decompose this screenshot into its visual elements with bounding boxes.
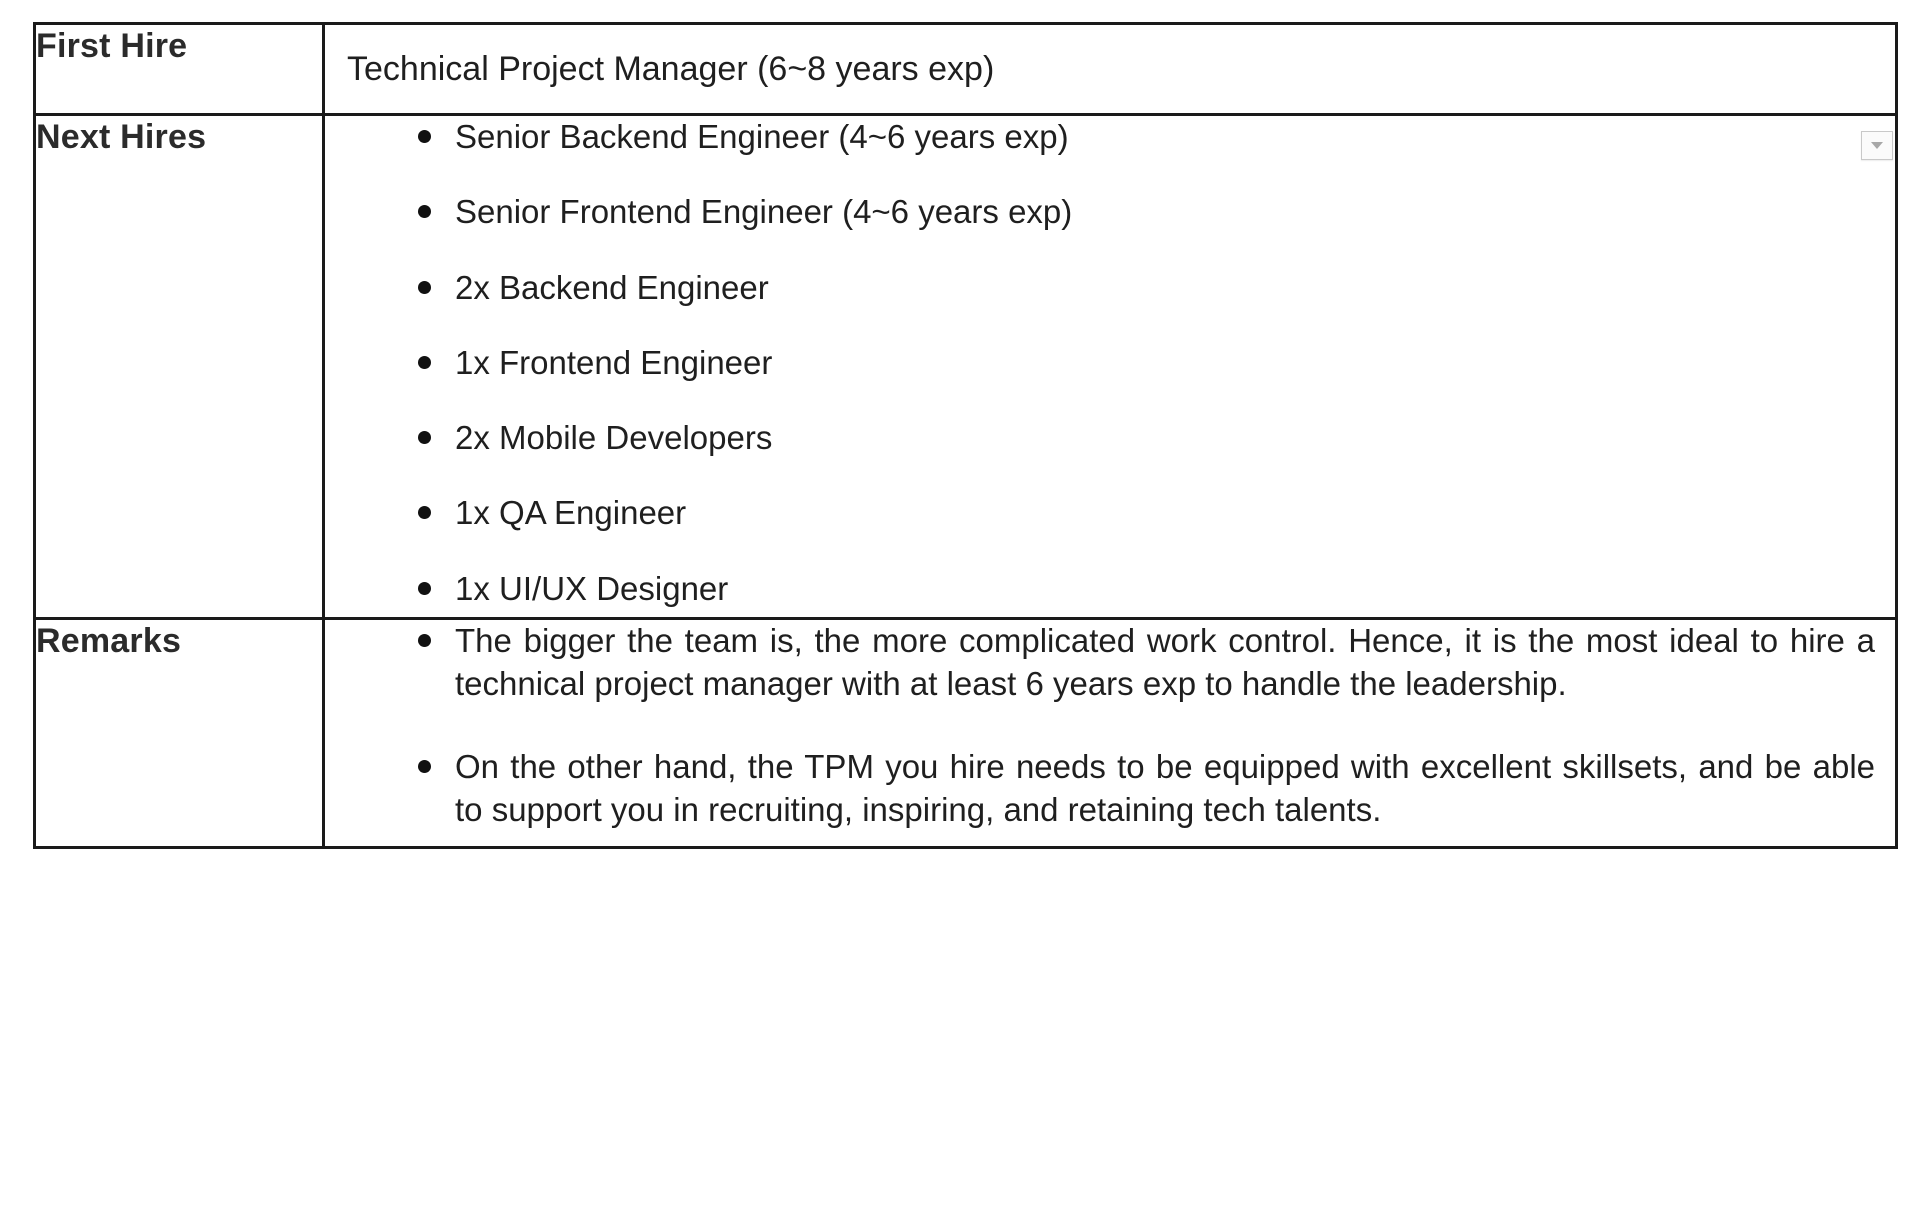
list-item-label: 1x UI/UX Designer bbox=[455, 569, 729, 607]
bullet-icon bbox=[418, 506, 431, 519]
next-hires-list bbox=[325, 116, 1895, 609]
list-item bbox=[325, 568, 1895, 609]
list-item bbox=[325, 417, 1895, 458]
list-item bbox=[325, 342, 1895, 383]
list-item-label: Senior Backend Engineer (4~6 years exp) bbox=[455, 118, 1069, 156]
bullet-icon bbox=[418, 431, 431, 444]
bullet-icon bbox=[418, 205, 431, 218]
row-content-next-hires bbox=[324, 115, 1897, 619]
bullet-icon bbox=[418, 356, 431, 369]
bullet-icon bbox=[418, 281, 431, 294]
table-row bbox=[35, 24, 1897, 115]
chevron-down-icon[interactable] bbox=[1861, 131, 1893, 160]
bullet-icon bbox=[418, 130, 431, 143]
bullet-icon bbox=[418, 634, 431, 647]
table-row bbox=[35, 115, 1897, 619]
row-label-remarks: Remarks bbox=[35, 618, 324, 847]
remarks-list bbox=[325, 620, 1895, 832]
list-item bbox=[325, 116, 1895, 157]
caret-shape bbox=[1871, 142, 1883, 149]
bullet-icon bbox=[418, 760, 431, 773]
list-item bbox=[325, 746, 1895, 832]
bullet-icon bbox=[418, 582, 431, 595]
list-item-label: 2x Mobile Developers bbox=[455, 419, 773, 457]
list-item-label: 2x Backend Engineer bbox=[455, 268, 769, 306]
row-label-first-hire: First Hire bbox=[35, 24, 324, 115]
list-item-label: 1x QA Engineer bbox=[455, 494, 687, 532]
list-item bbox=[325, 492, 1895, 533]
list-item-label: The bigger the team is, the more complicated work control. Hence, it is the most ideal to hire a technical project manager with at least 6 years exp to handle the leadership. bbox=[455, 621, 1875, 702]
row-label-next-hires: Next Hires bbox=[35, 115, 324, 619]
row-content-first-hire: Technical Project Manager (6~8 years exp) bbox=[324, 24, 1897, 115]
list-item bbox=[325, 267, 1895, 308]
list-item bbox=[325, 191, 1895, 232]
table-row bbox=[35, 618, 1897, 847]
list-item bbox=[325, 620, 1895, 706]
list-item-label: On the other hand, the TPM you hire needs to be equipped with excellent skillsets, and be able to support you in recruiting, inspiring, and retaining tech talents. bbox=[455, 747, 1875, 828]
row-content-remarks bbox=[324, 618, 1897, 847]
list-item-label: 1x Frontend Engineer bbox=[455, 343, 773, 381]
list-item-label: Senior Frontend Engineer (4~6 years exp) bbox=[455, 193, 1073, 231]
hiring-plan-table bbox=[33, 22, 1898, 849]
